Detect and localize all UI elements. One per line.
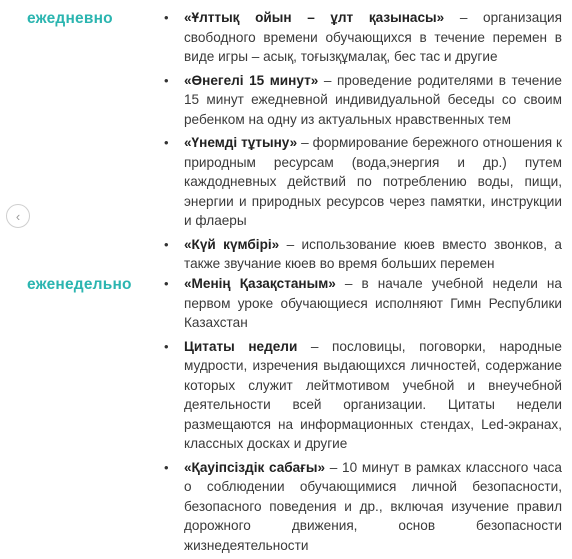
item-description: – организация свободного времени обучающихся в течение перемен в виде игры – асық, тоғызқұмалақ, бес тас и другие [184, 10, 562, 64]
list-item [162, 8, 562, 67]
list-item [162, 458, 562, 556]
daily-list [162, 8, 562, 278]
bullet-icon: • [164, 236, 169, 252]
section-label-daily: ежедневно [27, 10, 113, 27]
bullet-icon: • [164, 276, 169, 291]
previous-slide-button[interactable] [6, 204, 30, 228]
item-term: Цитаты недели [184, 338, 298, 354]
list-item [162, 71, 562, 130]
list-item [162, 235, 562, 274]
list-item [162, 337, 562, 454]
item-description: – использование кюев вместо звонков, а также звучание кюев во время больших перемен [184, 236, 562, 271]
item-term: «Үнемді тұтыну» [184, 135, 298, 150]
item-term: «Қауіпсіздік сабағы» [184, 459, 326, 475]
bullet-icon: • [164, 135, 169, 150]
item-description: – проведение родителями в течение 15 минут ежедневной индивидуальной беседы со своим ребенком на одну из актуальных нравственных тем [184, 72, 562, 127]
item-description: – 10 минут в рамках классного часа о соблюдении обучающимися личной безопасности, безопасного поведения и др., включая изучение правил дорожного движения, основ безопасности жизнедеятельности [184, 459, 562, 553]
list-item [162, 274, 562, 333]
chevron-left-icon: ‹ [15, 208, 21, 224]
item-term: «Күй күмбірі» [184, 236, 280, 252]
item-term: «Өнегелі 15 минут» [184, 72, 319, 88]
bullet-icon: • [164, 10, 169, 25]
item-description: – пословицы, поговорки, народные мудрости, изречения выдающихся личностей, содержание которых служит лейтмотивом учебной и внеучебной деятельности всей организации. Цитаты недели размещаются на информационных стендах, Led-экранах, классных досках и другие [184, 338, 562, 451]
weekly-list [162, 274, 562, 559]
list-item [162, 133, 562, 231]
bullet-icon: • [164, 338, 169, 354]
bullet-icon: • [164, 72, 169, 88]
item-term: «Ұлттық ойын – ұлт қазынасы» [184, 10, 445, 25]
item-description: – формирование бережного отношения к природным ресурсам (вода,энергия и др.) путем каждодневных действий по потреблению воды, пищи, энергии и природных ресурсов через памятки, инструкции и флаеры [184, 135, 562, 228]
bullet-icon: • [164, 459, 169, 475]
item-description: – в начале учебной недели на первом уроке обучающиеся исполняют Гимн Республики Казахстан [184, 276, 562, 330]
item-term: «Менің Қазақстаным» [184, 276, 336, 291]
section-label-weekly: еженедельно [27, 276, 132, 293]
